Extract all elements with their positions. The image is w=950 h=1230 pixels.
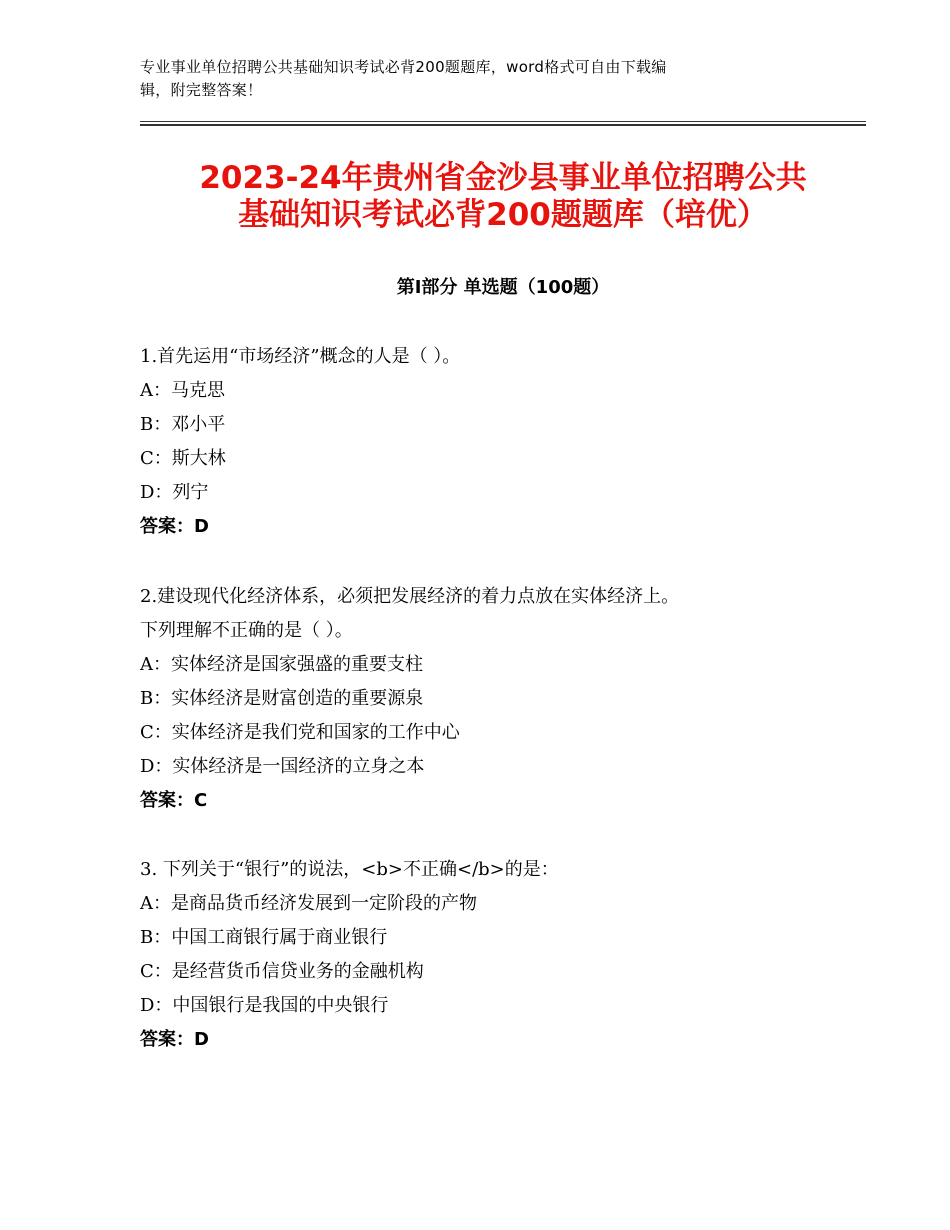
header-note-line-1: 专业事业单位招聘公共基础知识考试必背200题题库，word格式可自由下载编 — [140, 58, 667, 76]
document-title-line-2: 基础知识考试必背200题题库（培优） — [238, 197, 768, 233]
header-note — [140, 56, 800, 102]
option-a: A：实体经济是国家强盛的重要支柱 — [140, 654, 423, 675]
option-d: D：列宁 — [140, 482, 209, 503]
header-note-line-2: 辑，附完整答案！ — [140, 81, 263, 99]
answer: 答案：D — [140, 516, 209, 537]
question-stem: 1.首先运用“市场经济”概念的人是（ ）。 — [140, 346, 461, 367]
header-divider-thick — [140, 124, 866, 126]
option-d: D：实体经济是一国经济的立身之本 — [140, 756, 425, 777]
question-stem-line-1: 2.建设现代化经济体系，必须把发展经济的着力点放在实体经济上。 — [140, 586, 680, 607]
document-title-line-1: 2023-24年贵州省金沙县事业单位招聘公共 — [199, 160, 807, 196]
option-b: B：邓小平 — [140, 414, 226, 435]
option-d: D：中国银行是我国的中央银行 — [140, 995, 389, 1016]
option-b: B：中国工商银行属于商业银行 — [140, 927, 388, 948]
header-divider-thin — [140, 121, 866, 122]
question-2 — [140, 580, 820, 818]
option-a: A：马克思 — [140, 380, 225, 401]
question-1 — [140, 340, 820, 544]
option-b: B：实体经济是财富创造的重要源泉 — [140, 688, 424, 709]
question-3 — [140, 853, 820, 1057]
question-stem: 3. 下列关于“银行”的说法，<b>不正确</b>的是： — [140, 859, 559, 880]
option-c: C：斯大林 — [140, 448, 226, 469]
question-stem-line-2: 下列理解不正确的是（ ）。 — [140, 620, 353, 641]
option-c: C：是经营货币信贷业务的金融机构 — [140, 961, 424, 982]
document-title — [140, 160, 866, 234]
option-a: A：是商品货币经济发展到一定阶段的产物 — [140, 893, 477, 914]
answer: 答案：D — [140, 1029, 209, 1050]
option-c: C：实体经济是我们党和国家的工作中心 — [140, 722, 460, 743]
section-title: 第Ⅰ部分 单选题（100题） — [396, 277, 610, 298]
answer: 答案：C — [140, 790, 208, 811]
